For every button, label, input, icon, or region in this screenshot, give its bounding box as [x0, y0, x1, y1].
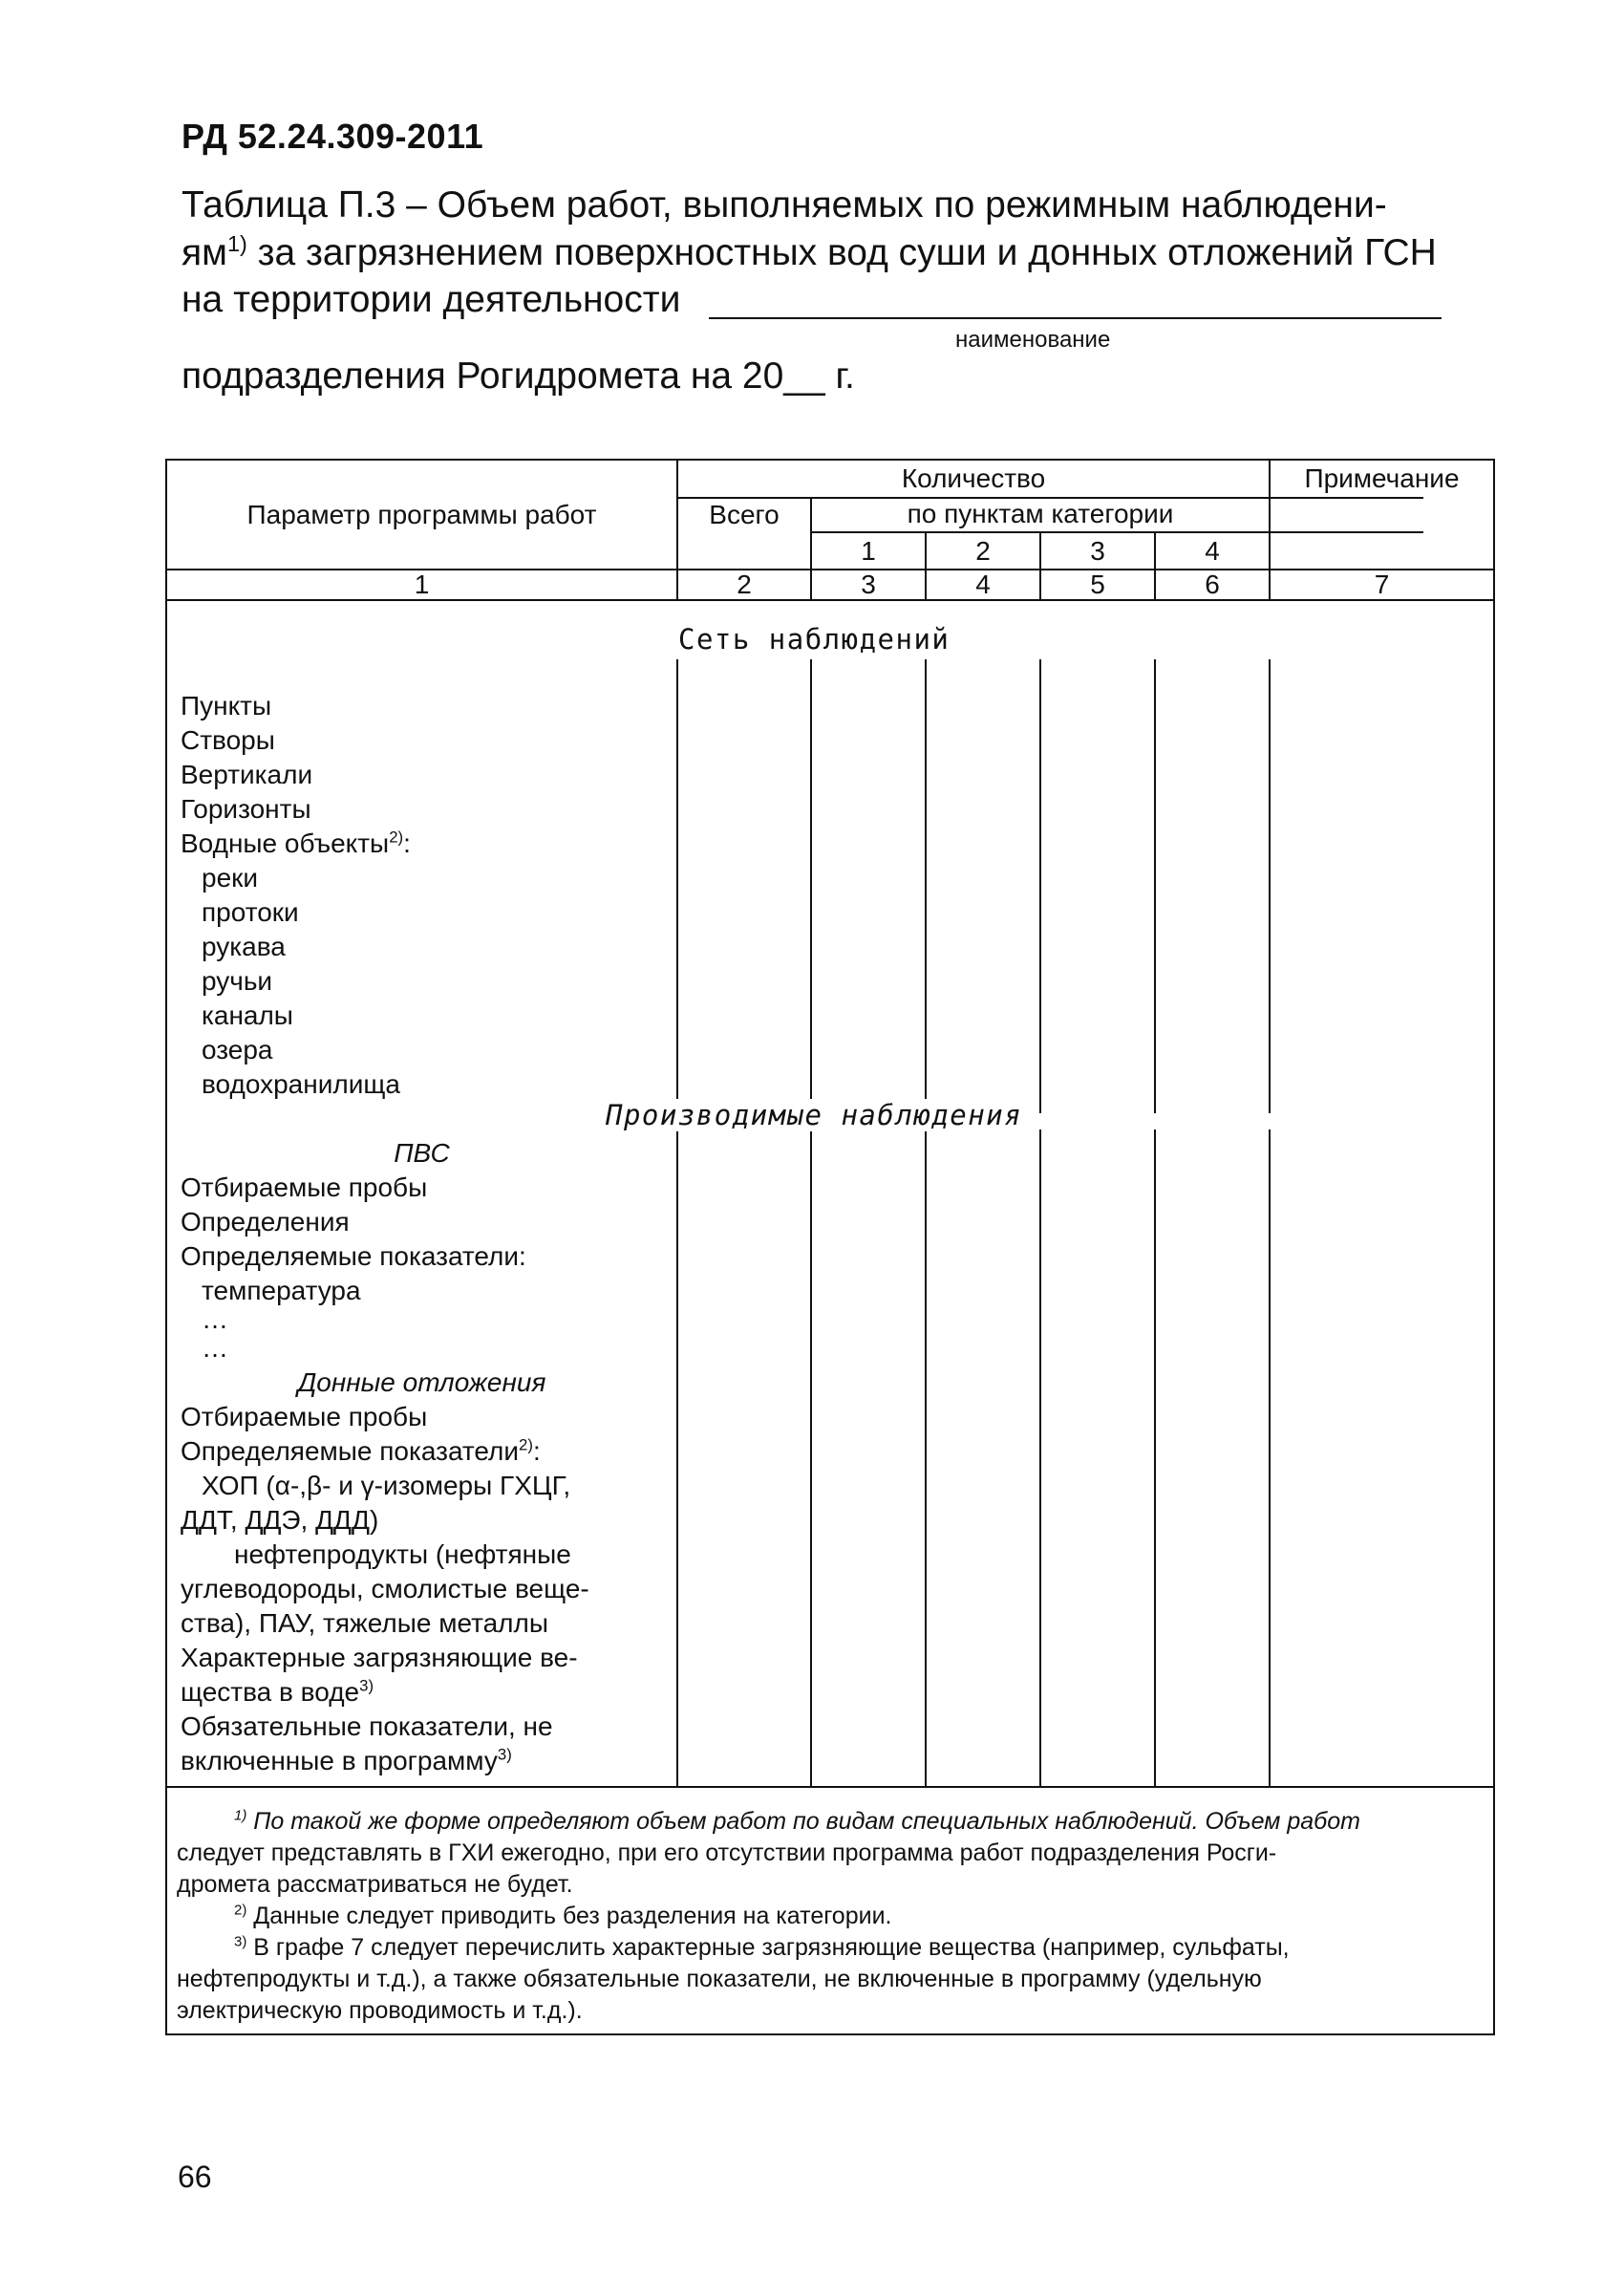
- row-temperature: температура: [202, 1276, 361, 1305]
- row-verticals: Вертикали: [181, 760, 313, 789]
- header-category-3: 3: [1090, 536, 1105, 566]
- col-rule-7-net: [1269, 659, 1271, 1113]
- row-mandatory-line-2: включенные в программу$^{3)}$: [181, 1745, 512, 1775]
- header-category-1: 1: [861, 536, 876, 566]
- column-number-4: 4: [975, 570, 991, 599]
- header-category-2: 2: [975, 536, 991, 566]
- row-streams: ручьи: [202, 966, 273, 996]
- name-fill-line: [709, 317, 1442, 319]
- section-observations: Производимые наблюдения: [602, 1099, 1026, 1131]
- row-dots-1: …: [202, 1304, 228, 1334]
- footnote-ref-1: 1): [226, 231, 247, 256]
- col-rule-6-obs: [1154, 1129, 1156, 1786]
- table-caption-line-4: подразделения Рогидромета на 20__ г.: [182, 355, 855, 397]
- row-sediment-indicators: Определяемые показатели$^{2)}$:: [181, 1435, 541, 1466]
- column-number-6: 6: [1205, 570, 1220, 599]
- table-caption-line-2: $ям^{1)}$ за загрязнением поверхностных вод суши и донных отложений ГСН: [182, 231, 1437, 273]
- subsection-sediments: Донные отложения: [297, 1367, 546, 1397]
- name-hint-label: наименование: [955, 327, 1111, 353]
- footnote-1-line-2: следует представлять в ГХИ ежегодно, при его отсутствии программа работ подразделения Росги-: [177, 1839, 1277, 1866]
- row-mandatory-line-1: Обязательные показатели, не: [181, 1711, 553, 1741]
- work-volume-table: [165, 459, 1495, 2035]
- row-reservoirs: водохранилища: [202, 1069, 400, 1099]
- footnote-2: $^{2)}$ Данные следует приводить без разделения на категории.: [234, 1902, 892, 1929]
- header-note: Примечание: [1304, 463, 1460, 493]
- row-water-bodies: Водные объекты$^{2)}$:: [181, 828, 411, 858]
- column-number-3: 3: [861, 570, 876, 599]
- col-rule-5-obs: [1039, 1129, 1041, 1786]
- rule-by-points: [810, 531, 1423, 533]
- header-param: Параметр программы работ: [246, 500, 597, 529]
- row-branches: рукава: [202, 932, 286, 961]
- col-rule-2-obs: [676, 1129, 678, 1786]
- row-pvs-indicators: Определяемые показатели:: [181, 1241, 526, 1271]
- footnote-3-line-2: нефтепродукты и т.д.), а также обязательные показатели, не включенные в программу (удельную: [177, 1966, 1262, 1992]
- row-char-line-1: Характерные загрязняющие ве-: [181, 1643, 578, 1672]
- row-oil-line-1: нефтепродукты (нефтяные: [234, 1539, 571, 1569]
- column-number-2: 2: [737, 570, 752, 599]
- row-sections: Створы: [181, 725, 275, 755]
- row-determinations: Определения: [181, 1207, 350, 1237]
- header-total: Всего: [709, 500, 780, 529]
- page-number: 66: [178, 2160, 212, 2194]
- row-hop-line-1: ХОП (α-,β- и γ-изомеры ГХЦГ,: [202, 1471, 571, 1500]
- col-rule-2-net: [676, 659, 678, 1113]
- col-rule-5-net: [1039, 659, 1041, 1113]
- col-rule-3-net: [810, 659, 812, 1113]
- row-rivers: реки: [202, 863, 259, 893]
- header-quantity: Количество: [901, 463, 1046, 493]
- col-rule-4-net: [925, 659, 927, 1113]
- col-rule-3-obs: [810, 1129, 812, 1786]
- row-points: Пункты: [181, 691, 272, 721]
- col-rule-4-obs: [925, 1129, 927, 1786]
- table-caption-line-1: Таблица П.3 – Объем работ, выполняемых по режимным наблюдени-: [182, 184, 1387, 226]
- subsection-pvs: ПВС: [394, 1138, 450, 1168]
- row-lakes: озера: [202, 1035, 273, 1065]
- section-network: Сеть наблюдений: [678, 623, 951, 656]
- header-by-points: по пунктам категории: [907, 499, 1174, 528]
- row-oil-line-3: ства), ПАУ, тяжелые металлы: [181, 1608, 548, 1638]
- col-rule-6-net: [1154, 659, 1156, 1113]
- table-caption-line-3: на территории деятельности: [182, 279, 681, 320]
- row-oil-line-2: углеводороды, смолистые веще-: [181, 1574, 589, 1603]
- footnote-1-line-3: дромета рассматриваться не будет.: [177, 1871, 573, 1898]
- document-code: РД 52.24.309-2011: [182, 117, 484, 156]
- column-number-7: 7: [1374, 570, 1390, 599]
- row-canals: каналы: [202, 1000, 293, 1030]
- column-number-5: 5: [1090, 570, 1105, 599]
- row-hop-line-2: ДДТ, ДДЭ, ДДД): [181, 1505, 379, 1535]
- row-char-line-2: щества в воде$^{3)}$: [181, 1676, 374, 1707]
- footnote-3-line-1: $^{3)}$ В графе 7 следует перечислить характерные загрязняющие вещества (например, сульфаты,: [234, 1933, 1290, 1961]
- row-horizons: Горизонты: [181, 794, 311, 824]
- row-dots-2: …: [202, 1333, 228, 1363]
- column-number-1: 1: [414, 570, 430, 599]
- row-sediment-samples: Отбираемые пробы: [181, 1402, 428, 1431]
- row-channels: протоки: [202, 897, 299, 927]
- header-category-4: 4: [1205, 536, 1220, 566]
- row-pvs-samples: Отбираемые пробы: [181, 1172, 428, 1202]
- footnote-1-line-1: $^{1)}$ По такой же форме определяют объем работ по видам специальных наблюдений. Объем работ: [234, 1807, 1360, 1835]
- footnote-3-line-3: электрическую проводимость и т.д.).: [177, 1997, 583, 2024]
- col-rule-7-obs: [1269, 1129, 1271, 1786]
- rule-table-bottom: [167, 1786, 1493, 1788]
